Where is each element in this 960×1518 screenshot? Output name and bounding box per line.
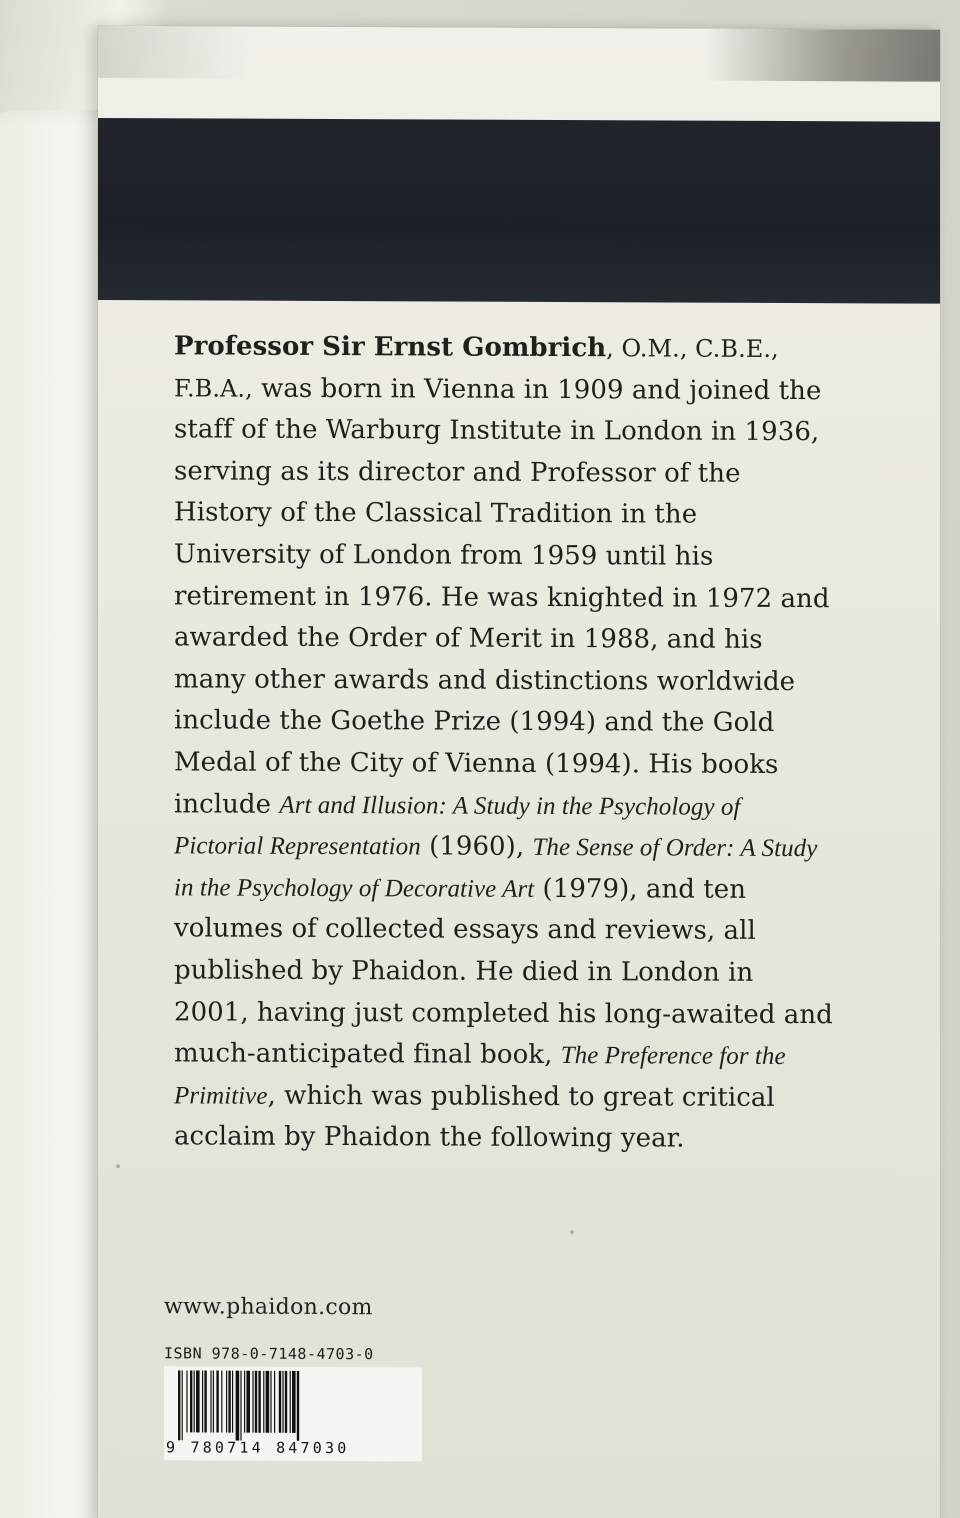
barcode-bar — [258, 1371, 260, 1433]
book-title-preference-for-primitive: The Preference for the Primitive — [174, 1042, 786, 1110]
barcode-bar — [285, 1371, 287, 1433]
isbn-label: ISBN 978-0-7148-4703-0 — [164, 1344, 374, 1364]
barcode-bar — [186, 1370, 187, 1432]
barcode-bar — [246, 1371, 250, 1433]
paper-speck — [116, 1164, 120, 1168]
barcode-bar — [178, 1370, 180, 1440]
book-flap — [98, 26, 940, 1518]
barcode-bar — [213, 1371, 214, 1433]
barcode-bar — [228, 1371, 230, 1433]
barcode-bar — [263, 1371, 264, 1433]
barcode-bar — [292, 1371, 296, 1433]
barcode-bar — [226, 1371, 227, 1433]
bio-text-4: , which was published to great critical acclaim by Phaidon the following year. — [174, 1080, 775, 1154]
barcode-bar — [204, 1370, 206, 1432]
barcode-bar — [252, 1371, 253, 1433]
bio-text-3: (1979), and ten volumes of collected essays and reviews, all published by Phaidon. He died in London in 2001, having just completed his long-awaited and much-anticipated final book, — [174, 873, 833, 1071]
barcode-bar — [210, 1370, 211, 1432]
barcode-bar — [190, 1370, 192, 1432]
barcode-bar — [194, 1370, 195, 1432]
barcode-bar — [216, 1371, 218, 1433]
barcode-bar — [202, 1370, 203, 1432]
top-edge-wear — [98, 26, 940, 82]
author-honours: , O.M., C.B.E., F.B.A., — [174, 334, 779, 403]
barcode-bar — [255, 1371, 257, 1433]
dark-band — [98, 118, 940, 304]
barcode — [164, 1366, 422, 1461]
author-name: Professor Sir Ernst Gombrich — [174, 331, 607, 364]
book-title-sense-of-order: The Sense of Order: A Study in the Psychology of Decorative Art — [174, 834, 818, 903]
barcode-bar — [182, 1370, 183, 1440]
barcode-bar — [236, 1371, 240, 1441]
barcode-bar — [274, 1371, 275, 1433]
paper-speck — [570, 1230, 574, 1234]
barcode-bar — [290, 1371, 291, 1433]
book-title-art-and-illusion: Art and Illusion: A Study in the Psychology of Pictorial Representation — [174, 791, 741, 861]
barcode-bar — [279, 1371, 281, 1433]
bio-text-1: was born in Vienna in 1909 and joined the staff of the Warburg Institute in London in 1936, serving as its director and Professor of the History of the Classical Tradition in the University of London from 1959 until his retirement in 1976. He was knighted in 1972 and awarded the Order of Merit in 1988, and his many other awards and distinctions worldwide include the Goethe Prize (1994) and the Gold Medal of the City of Vienna (1994). His books include — [174, 373, 830, 820]
barcode-bar — [244, 1371, 245, 1433]
barcode-bar — [297, 1371, 299, 1441]
barcode-bar — [270, 1371, 271, 1433]
bio-text-2: (1960), — [420, 831, 533, 863]
barcode-bar — [221, 1371, 222, 1433]
barcode-digits: 9 780714 847030 — [166, 1438, 350, 1458]
publisher-website: www.phaidon.com — [164, 1294, 373, 1321]
author-biography — [174, 326, 834, 1161]
barcode-bar — [196, 1370, 200, 1432]
barcode-bar — [266, 1371, 270, 1433]
barcode-bar — [232, 1371, 233, 1433]
barcode-bar — [240, 1371, 241, 1441]
barcode-bars — [178, 1370, 414, 1441]
barcode-bar — [282, 1371, 283, 1433]
